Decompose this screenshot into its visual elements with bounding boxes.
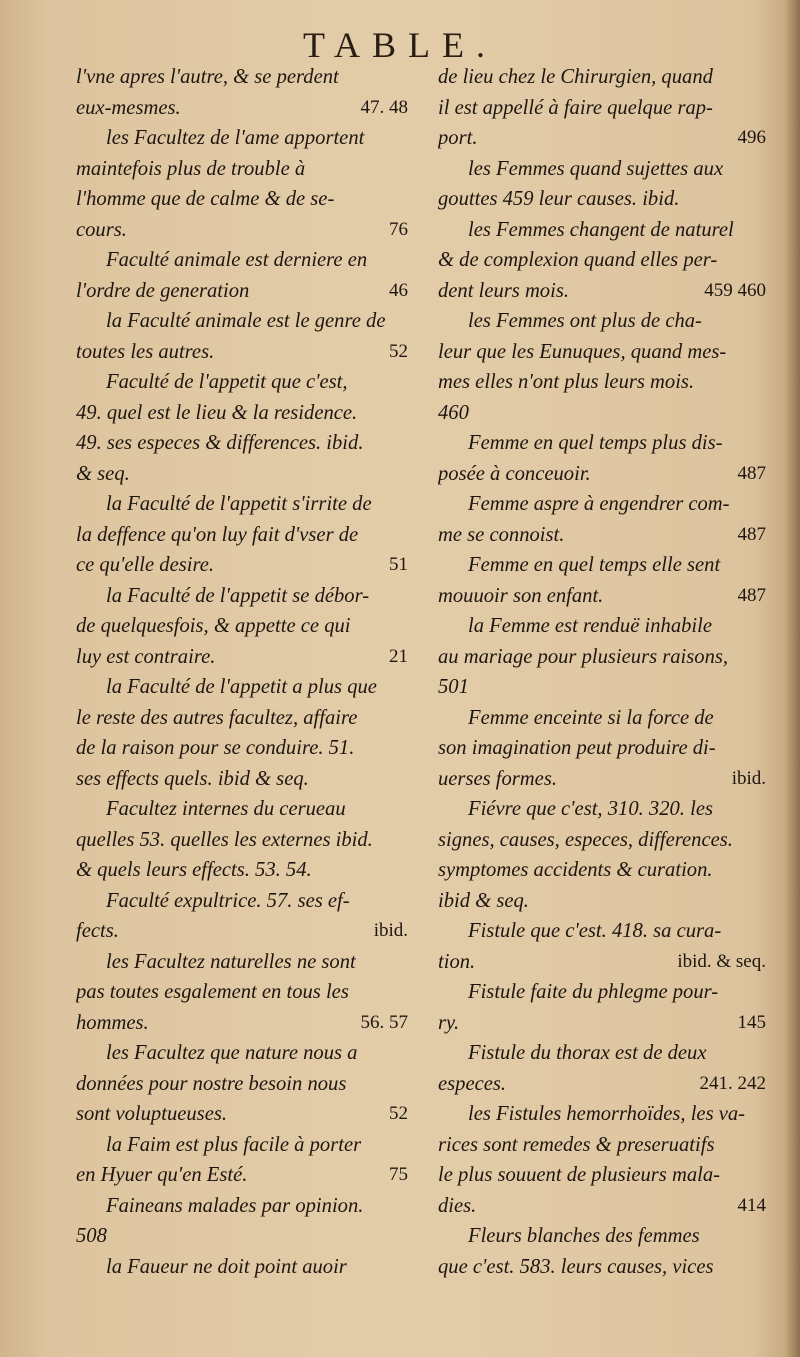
index-line xyxy=(76,886,416,917)
index-line xyxy=(76,276,416,307)
index-line xyxy=(438,703,774,734)
page-reference: ibid. xyxy=(373,920,408,941)
index-line xyxy=(438,733,774,764)
index-line xyxy=(438,154,774,185)
page-reference: 46 xyxy=(389,279,408,301)
index-line xyxy=(76,764,416,795)
index-entry-text: il est appellé à faire quelque rap- xyxy=(438,96,713,119)
index-line xyxy=(76,1099,416,1130)
index-line xyxy=(438,520,774,551)
index-entry-text: leur que les Eunuques, quand mes- xyxy=(438,340,727,363)
index-line xyxy=(76,550,416,581)
index-entry-text: de quelquesfois, & appette ce qui xyxy=(76,615,351,637)
right-column xyxy=(438,62,774,1282)
index-entry-text: toutes les autres. xyxy=(76,340,215,363)
index-entry-text: 49. ses especes & differences. ibid. xyxy=(76,432,364,454)
index-line xyxy=(438,62,774,93)
page-reference: 52 xyxy=(389,1103,408,1124)
page-reference: 145 xyxy=(737,1011,766,1033)
index-entry-text: Fistule du thorax est de deux xyxy=(468,1042,707,1064)
index-entry-text: gouttes 459 leur causes. ibid. xyxy=(438,188,680,210)
index-line xyxy=(438,916,774,947)
index-entry-text: posée à conceuoir. xyxy=(438,462,591,485)
index-line xyxy=(76,1130,416,1161)
index-entry-text: l'vne apres l'autre, & se perdent xyxy=(76,66,339,88)
index-line xyxy=(438,489,774,520)
index-entry-text: Faculté expultrice. 57. ses ef- xyxy=(106,889,350,912)
index-line xyxy=(438,398,774,429)
index-line xyxy=(438,764,774,795)
index-line xyxy=(76,703,416,734)
index-line xyxy=(76,489,416,520)
index-line xyxy=(438,306,774,337)
index-line xyxy=(76,93,416,124)
index-line xyxy=(76,459,416,490)
index-entry-text: dent leurs mois. xyxy=(438,279,569,302)
page-reference: 51 xyxy=(389,554,408,575)
index-line xyxy=(76,184,416,215)
index-line xyxy=(76,672,416,703)
page-header: TABLE. xyxy=(302,25,498,65)
index-entry-text: & quels leurs effects. 53. 54. xyxy=(76,859,312,881)
index-line xyxy=(438,672,774,703)
index-entry-text: les Femmes changent de naturel xyxy=(468,218,734,241)
index-entry-text: 501 xyxy=(438,676,469,698)
index-line xyxy=(438,1099,774,1130)
index-line xyxy=(438,825,774,856)
index-entry-text: la Faim est plus facile à porter xyxy=(106,1133,362,1156)
index-line xyxy=(76,154,416,185)
page-reference: 76 xyxy=(389,218,408,240)
index-entry-text: Fiévre que c'est, 310. 320. les xyxy=(468,798,713,820)
index-entry-text: données pour nostre besoin nous xyxy=(76,1072,347,1095)
page-reference: 56. 57 xyxy=(360,1011,408,1033)
index-entry-text: de lieu chez le Chirurgien, quand xyxy=(438,66,713,88)
index-entry-text: que c'est. 583. leurs causes, vices xyxy=(438,1255,714,1278)
index-line xyxy=(76,520,416,551)
index-entry-text: & seq. xyxy=(76,462,130,485)
index-entry-text: Femme en quel temps plus dis- xyxy=(468,432,723,454)
page-reference: 47. 48 xyxy=(360,96,408,118)
index-line xyxy=(76,1252,416,1283)
index-line xyxy=(438,215,774,246)
index-entry-text: Faculté animale est derniere en xyxy=(106,249,368,271)
page-reference: 487 xyxy=(737,584,766,606)
index-line xyxy=(438,367,774,398)
index-entry-text: mes elles n'ont plus leurs mois. xyxy=(438,371,695,393)
index-entry-text: port. xyxy=(438,127,478,149)
index-entry-text: & de complexion quand elles per- xyxy=(438,249,718,271)
index-line xyxy=(76,428,416,459)
index-entry-text: Femme en quel temps elle sent xyxy=(468,554,721,576)
index-entry-text: en Hyuer qu'en Esté. xyxy=(76,1164,248,1186)
page-reference: ibid. & seq. xyxy=(677,950,766,972)
index-line xyxy=(438,1038,774,1069)
index-entry-text: dies. xyxy=(438,1194,477,1217)
page-reference: 21 xyxy=(389,645,408,667)
index-entry-text: les Femmes quand sujettes aux xyxy=(468,157,724,180)
index-entry-text: la deffence qu'on luy fait d'vser de xyxy=(76,523,359,546)
index-entry-text: maintefois plus de trouble à xyxy=(76,157,306,180)
index-entry-text: ce qu'elle desire. xyxy=(76,554,215,576)
index-entry-text: tion. xyxy=(438,950,476,973)
index-entry-text: les Femmes ont plus de cha- xyxy=(468,310,702,332)
index-entry-text: Fistule faite du phlegme pour- xyxy=(468,981,719,1003)
index-line xyxy=(438,337,774,368)
index-line xyxy=(76,398,416,429)
index-line xyxy=(438,855,774,886)
page-reference: 487 xyxy=(737,523,766,545)
index-line xyxy=(438,276,774,307)
index-line xyxy=(76,215,416,246)
index-entry-text: Faineans malades par opinion. xyxy=(106,1194,364,1217)
index-entry-text: l'ordre de generation xyxy=(76,279,250,302)
index-entry-text: les Facultez de l'ame apportent xyxy=(106,127,365,149)
index-entry-text: la Faculté de l'appetit s'irrite de xyxy=(106,493,372,515)
index-line xyxy=(438,459,774,490)
index-line xyxy=(438,1008,774,1039)
index-entry-text: Femme aspre à engendrer com- xyxy=(468,493,730,515)
index-line xyxy=(76,367,416,398)
index-entry-text: 508 xyxy=(76,1225,107,1247)
index-line xyxy=(438,1069,774,1100)
index-line xyxy=(438,1160,774,1191)
index-line xyxy=(438,581,774,612)
page-reference: 487 xyxy=(737,462,766,484)
index-entry-text: le plus souuent de plusieurs mala- xyxy=(438,1164,720,1186)
page-edge xyxy=(786,0,800,1357)
index-entry-text: symptomes accidents & curation. xyxy=(438,859,713,881)
index-line xyxy=(76,1008,416,1039)
page-reference: 241. 242 xyxy=(699,1072,766,1094)
index-line xyxy=(76,1221,416,1252)
left-column xyxy=(76,62,416,1282)
index-entry-text: de la raison pour se conduire. 51. xyxy=(76,737,355,759)
index-line xyxy=(76,245,416,276)
index-line xyxy=(76,123,416,154)
index-entry-text: Femme enceinte si la force de xyxy=(468,706,714,729)
index-line xyxy=(438,642,774,673)
index-line xyxy=(438,1252,774,1283)
index-line xyxy=(438,1130,774,1161)
index-line xyxy=(438,184,774,215)
index-entry-text: au mariage pour plusieurs raisons, xyxy=(438,645,729,668)
index-line xyxy=(76,855,416,886)
index-entry-text: sont voluptueuses. xyxy=(76,1103,228,1125)
index-line xyxy=(76,62,416,93)
index-line xyxy=(76,733,416,764)
index-entry-text: la Femme est renduë inhabile xyxy=(468,615,713,637)
index-entry-text: quelles 53. quelles les externes ibid. xyxy=(76,828,373,851)
page-reference: 75 xyxy=(389,1164,408,1185)
index-entry-text: la Faculté de l'appetit se débor- xyxy=(106,584,370,607)
index-line xyxy=(76,611,416,642)
index-entry-text: Faculté de l'appetit que c'est, xyxy=(106,371,348,393)
index-line xyxy=(438,886,774,917)
index-entry-text: les Facultez naturelles ne sont xyxy=(106,950,356,973)
index-line xyxy=(76,1038,416,1069)
index-entry-text: 49. quel est le lieu & la residence. xyxy=(76,401,358,424)
index-entry-text: les Facultez que nature nous a xyxy=(106,1042,358,1064)
index-entry-text: especes. xyxy=(438,1072,507,1095)
index-line xyxy=(438,977,774,1008)
index-line xyxy=(76,825,416,856)
index-line xyxy=(76,1191,416,1222)
index-line xyxy=(76,642,416,673)
index-line xyxy=(438,1221,774,1252)
index-line xyxy=(76,581,416,612)
page-reference: 459 460 xyxy=(704,279,766,301)
index-entry-text: signes, causes, especes, differences. xyxy=(438,828,733,851)
page-reference: 414 xyxy=(737,1194,766,1216)
page-reference: ibid. xyxy=(731,767,766,789)
index-line xyxy=(438,947,774,978)
index-line xyxy=(438,245,774,276)
index-line xyxy=(76,916,416,947)
index-entry-text: la Faculté de l'appetit a plus que xyxy=(106,676,377,698)
index-entry-text: Fleurs blanches des femmes xyxy=(468,1225,700,1247)
index-entry-text: eux-mesmes. xyxy=(76,96,181,119)
index-entry-text: ibid & seq. xyxy=(438,889,529,912)
index-entry-text: cours. xyxy=(76,218,127,241)
index-entry-text: luy est contraire. xyxy=(76,645,216,668)
index-entry-text: 460 xyxy=(438,401,469,424)
index-line xyxy=(76,337,416,368)
index-entry-text: l'homme que de calme & de se- xyxy=(76,188,335,210)
index-entry-text: pas toutes esgalement en tous les xyxy=(76,981,349,1003)
index-entry-text: son imagination peut produire di- xyxy=(438,737,716,759)
index-entry-text: me se connoist. xyxy=(438,523,565,546)
page-reference: 496 xyxy=(737,127,766,148)
index-line xyxy=(76,794,416,825)
index-line xyxy=(76,977,416,1008)
index-line xyxy=(76,1160,416,1191)
index-entry-text: les Fistules hemorrhoïdes, les va- xyxy=(468,1103,746,1125)
index-entry-text: la Faculté animale est le genre de xyxy=(106,310,386,332)
index-entry-text: ses effects quels. ibid & seq. xyxy=(76,767,309,790)
index-line xyxy=(438,428,774,459)
index-line xyxy=(438,93,774,124)
page-reference: 52 xyxy=(389,340,408,362)
index-line xyxy=(438,550,774,581)
index-line xyxy=(76,947,416,978)
index-entry-text: ry. xyxy=(438,1011,460,1034)
index-entry-text: Fistule que c'est. 418. sa cura- xyxy=(468,920,722,942)
index-entry-text: hommes. xyxy=(76,1011,149,1034)
index-entry-text: uerses formes. xyxy=(438,767,557,790)
index-entry-text: mouuoir son enfant. xyxy=(438,584,604,607)
index-entry-text: le reste des autres facultez, affaire xyxy=(76,706,358,729)
index-entry-text: Facultez internes du cerueau xyxy=(106,798,346,820)
index-line xyxy=(438,123,774,154)
index-entry-text: rices sont remedes & preseruatifs xyxy=(438,1133,715,1156)
index-line xyxy=(438,1191,774,1222)
index-line xyxy=(76,306,416,337)
index-line xyxy=(438,611,774,642)
index-line xyxy=(76,1069,416,1100)
index-entry-text: fects. xyxy=(76,920,119,942)
index-entry-text: la Faueur ne doit point auoir xyxy=(106,1255,347,1278)
index-line xyxy=(438,794,774,825)
